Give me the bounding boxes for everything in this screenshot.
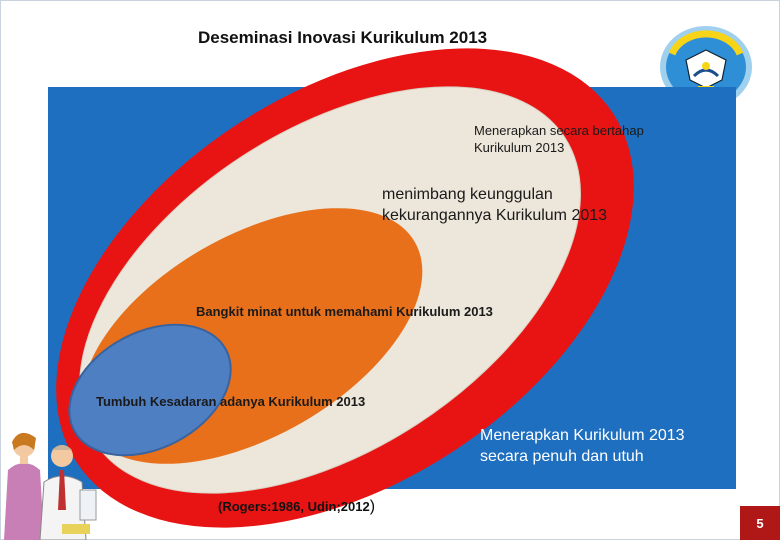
page-number: 5 <box>740 506 780 540</box>
label-awareness: Tumbuh Kesadaran adanya Kurikulum 2013 <box>96 394 366 409</box>
slide-title: Deseminasi Inovasi Kurikulum 2013 <box>198 28 488 47</box>
label-adoption-gradual: Menerapkan secara bertahap Kurikulum 2013 <box>474 123 644 155</box>
business-people-illustration <box>0 420 108 540</box>
label-evaluation: menimbang keunggulan kekurangannya Kurikulum 2013 <box>382 186 608 224</box>
citation: (Rogers:1986, Udin;2012) <box>218 498 376 515</box>
label-interest: Bangkit minat untuk memahami Kurikulum 2013 <box>196 304 493 319</box>
label-full-adoption: Menerapkan Kurikulum 2013 secara penuh dan utuh <box>480 427 685 465</box>
